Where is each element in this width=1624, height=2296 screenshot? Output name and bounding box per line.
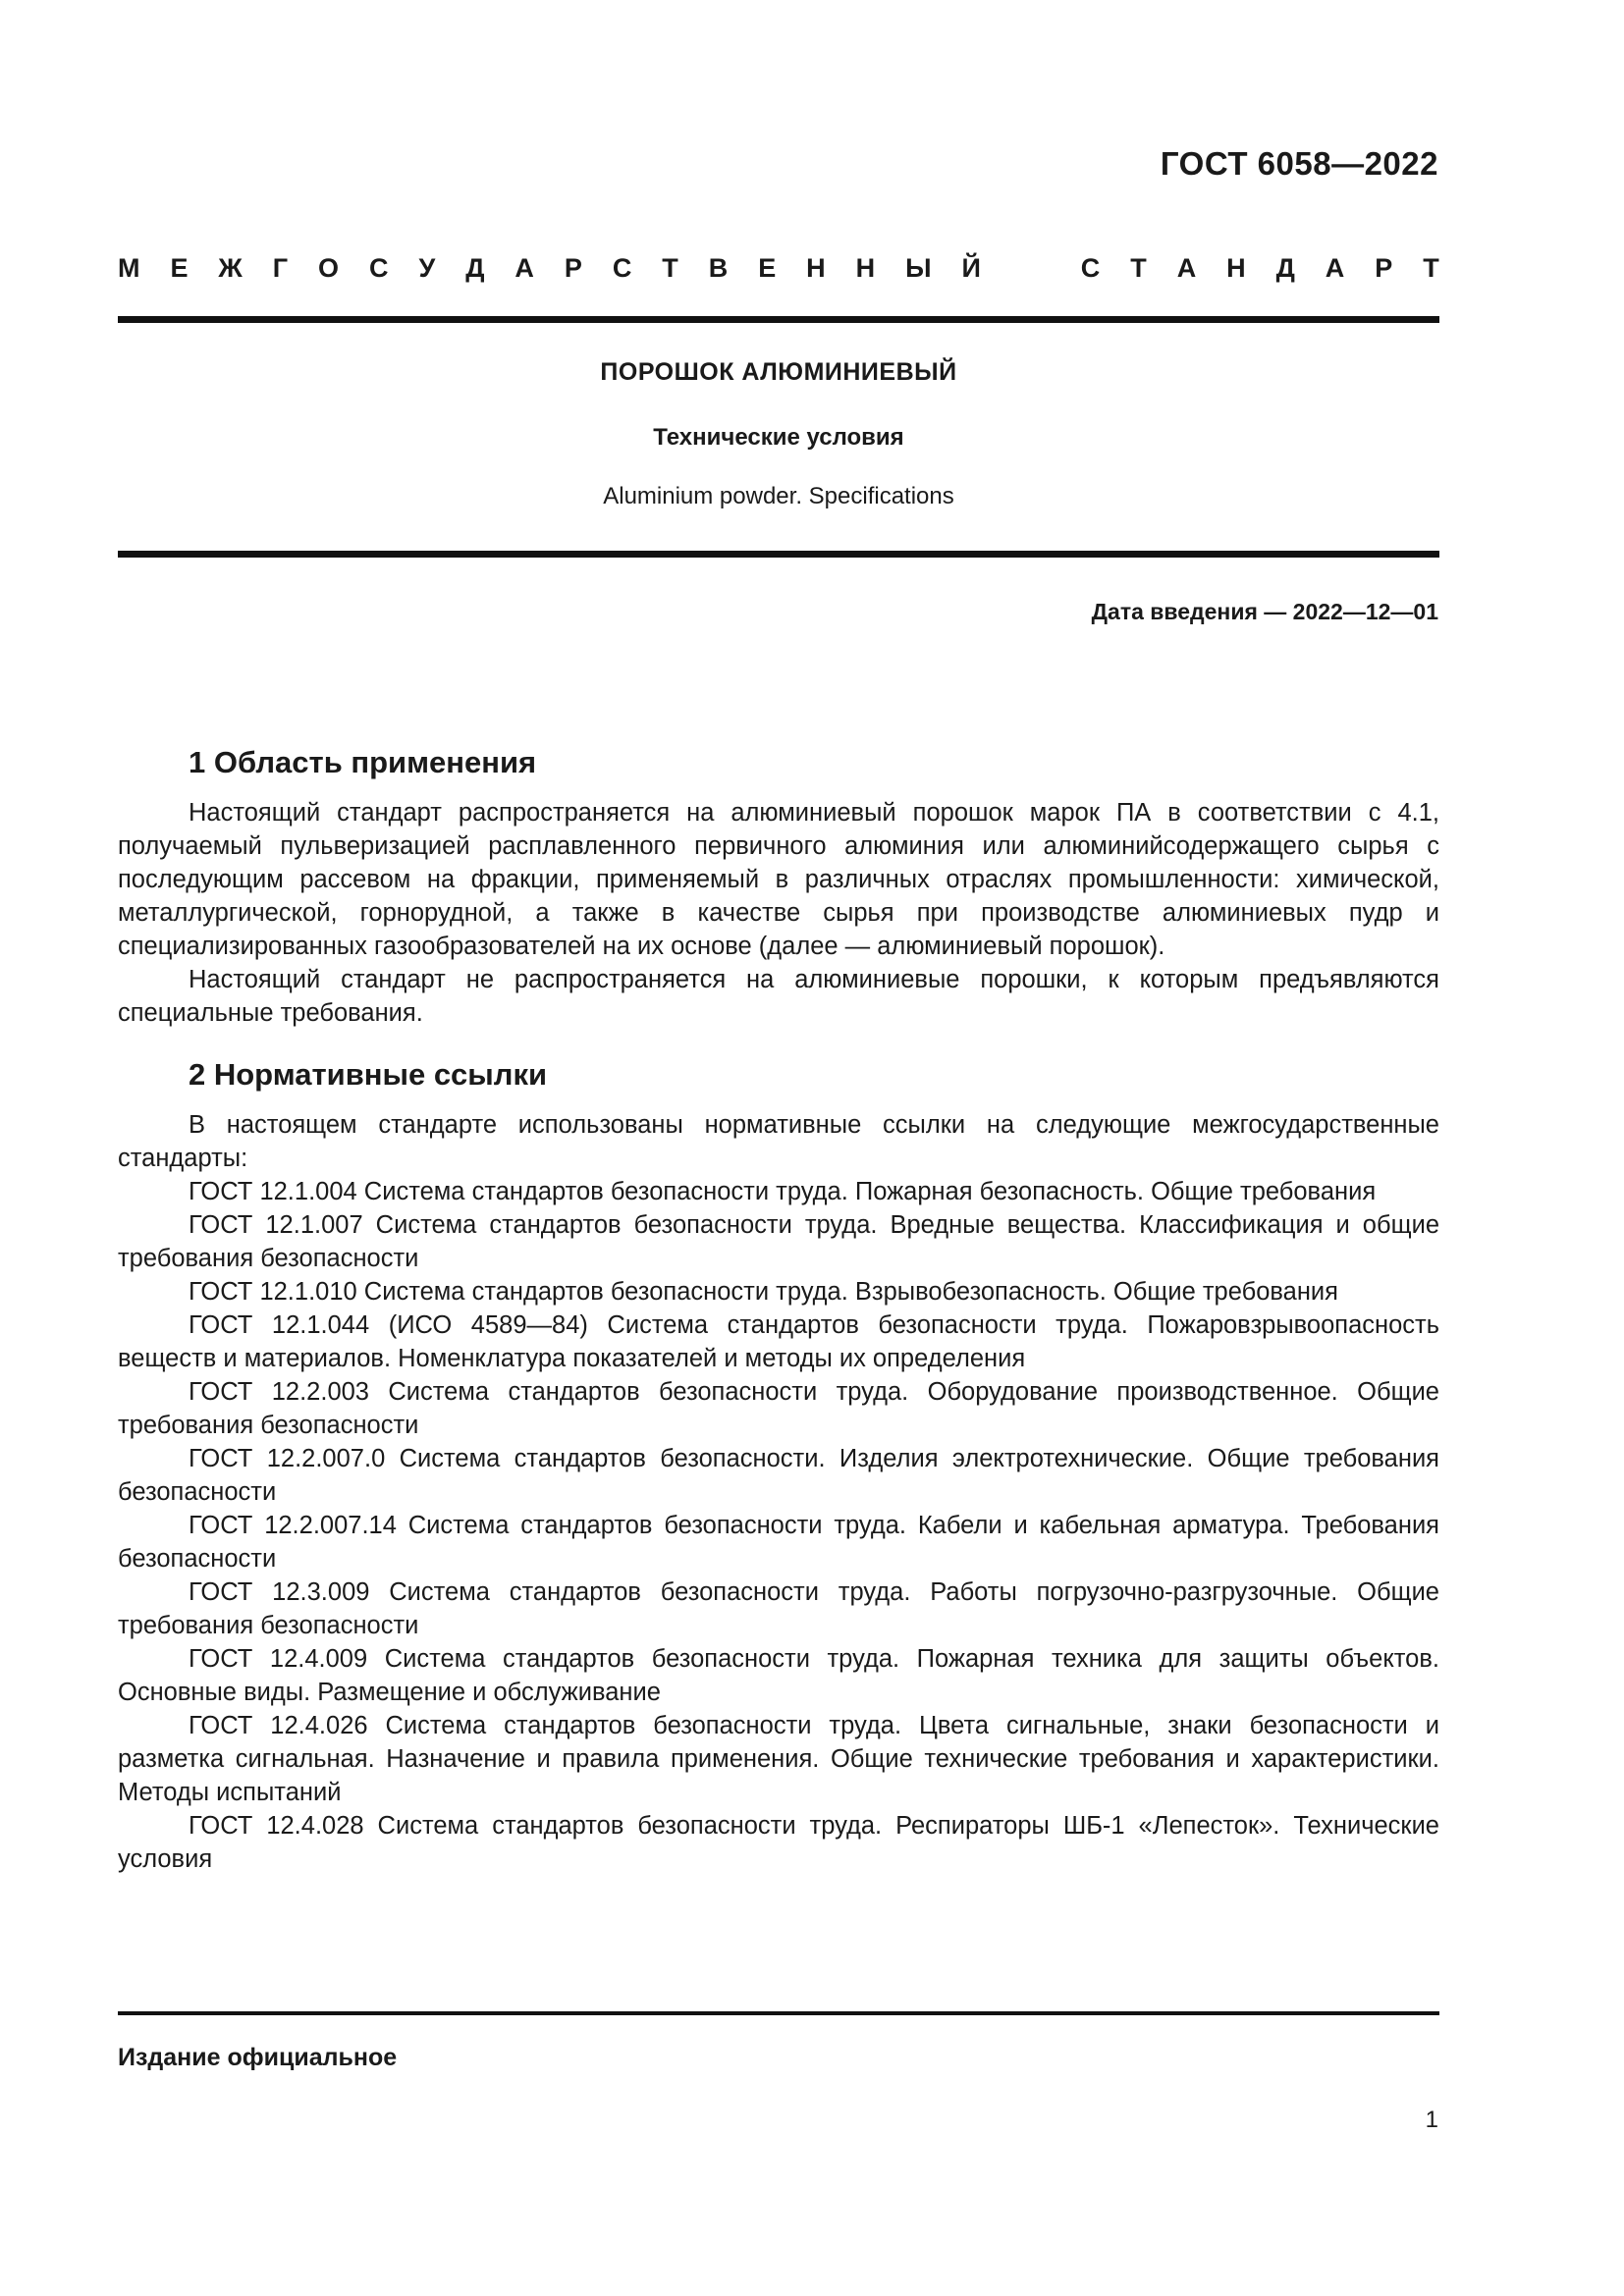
interstate-standard-banner	[118, 253, 1439, 284]
banner-letter: Ы	[905, 253, 932, 283]
introduction-date: Дата введения — 2022—12—01	[1091, 599, 1438, 624]
banner-letter: Н	[855, 253, 876, 283]
banner-letter: А	[514, 253, 534, 283]
banner-letter: Г	[272, 253, 289, 283]
banner-letter: А	[1176, 253, 1197, 283]
reference-item: ГОСТ 12.2.007.0 Система стандартов безопасности. Изделия электротехнические. Общие требования безопасности	[118, 1445, 1439, 1506]
reference-item: ГОСТ 12.4.009 Система стандартов безопасности труда. Пожарная техника для защиты объектов. Основные виды. Размещение и обслуживание	[118, 1645, 1439, 1706]
reference-item: ГОСТ 12.2.003 Система стандартов безопасности труда. Оборудование производственное. Общие требования безопасности	[118, 1378, 1439, 1439]
official-edition-label: Издание официальное	[118, 2044, 398, 2071]
banner-letter: Р	[1375, 253, 1393, 283]
banner-letter: Д	[1275, 253, 1295, 283]
reference-item: ГОСТ 12.1.007 Система стандартов безопасности труда. Вредные вещества. Классификация и общие требования безопасности	[118, 1211, 1439, 1272]
banner-letter: Н	[806, 253, 826, 283]
banner-letter: О	[318, 253, 340, 283]
paragraph: Настоящий стандарт не распространяется на алюминиевые порошки, к которым предъявляются специальные требования.	[118, 966, 1439, 1027]
standard-code: ГОСТ 6058—2022	[1160, 145, 1438, 182]
paragraph: Настоящий стандарт распространяется на алюминиевый порошок марок ПА в соответствии с 4.1, получаемый пульверизацией расплавленного первичного алюминия или алюминийсодержащего сырья с последующим рассевом на фракции, применяемый в различных отраслях промышленности: химической, металлургической, горнорудной, а также в качестве сырья при производстве алюминиевых пудр и специализированных газообразователей на их основе (далее — алюминиевый порошок).	[118, 799, 1439, 960]
banner-letter: А	[1325, 253, 1345, 283]
banner-letter: Й	[961, 253, 981, 283]
document-subtitle: Технические условия	[653, 424, 904, 451]
banner-letter: С	[612, 253, 632, 283]
document-title: ПОРОШОК АЛЮМИНИЕВЫЙ	[600, 358, 957, 386]
paragraph: В настоящем стандарте использованы нормативные ссылки на следующие межгосударственные стандарты:	[118, 1111, 1439, 1172]
section-heading-scope: 1 Область применения	[189, 745, 537, 779]
banner-letter: С	[369, 253, 389, 283]
banner-letter: Т	[662, 253, 678, 283]
document-body	[118, 743, 1439, 1876]
reference-item: ГОСТ 12.3.009 Система стандартов безопасности труда. Работы погрузочно-разгрузочные. Общие требования безопасности	[118, 1578, 1439, 1639]
document-title-english: Aluminium powder. Specifications	[603, 483, 954, 509]
banner-letter: Е	[758, 253, 777, 283]
section-heading-references: 2 Нормативные ссылки	[189, 1057, 548, 1092]
reference-item: ГОСТ 12.4.026 Система стандартов безопасности труда. Цвета сигнальные, знаки безопасности и разметка сигнальная. Назначение и правила применения. Общие технические требования и характеристики. Методы испытаний	[118, 1712, 1439, 1806]
banner-letter: Н	[1226, 253, 1246, 283]
banner-letter: М	[118, 253, 140, 283]
banner-letter: Т	[1130, 253, 1147, 283]
footer-divider	[118, 2011, 1439, 2015]
title-divider	[118, 551, 1439, 558]
banner-letter: Т	[1423, 253, 1439, 283]
banner-letter: Е	[170, 253, 189, 283]
banner-letter: Ж	[218, 253, 243, 283]
banner-letter: С	[1080, 253, 1101, 283]
banner-letter: Р	[564, 253, 582, 283]
header-divider	[118, 316, 1439, 323]
reference-item: ГОСТ 12.2.007.14 Система стандартов безопасности труда. Кабели и кабельная арматура. Требования безопасности	[118, 1512, 1439, 1573]
banner-letter: В	[708, 253, 729, 283]
banner-letter: У	[418, 253, 436, 283]
reference-item: ГОСТ 12.4.028 Система стандартов безопасности труда. Респираторы ШБ-1 «Лепесток». Технические условия	[118, 1812, 1439, 1873]
reference-item: ГОСТ 12.1.010 Система стандартов безопасности труда. Взрывобезопасность. Общие требования	[189, 1278, 1338, 1306]
reference-item: ГОСТ 12.1.044 (ИСО 4589—84) Система стандартов безопасности труда. Пожаровзрывоопасность веществ и материалов. Номенклатура показателей и методы их определения	[118, 1311, 1439, 1372]
reference-item: ГОСТ 12.1.004 Система стандартов безопасности труда. Пожарная безопасность. Общие требования	[189, 1178, 1377, 1205]
banner-word-gap	[1011, 253, 1051, 284]
page-number: 1	[1425, 2107, 1438, 2133]
banner-letter: Д	[465, 253, 485, 283]
